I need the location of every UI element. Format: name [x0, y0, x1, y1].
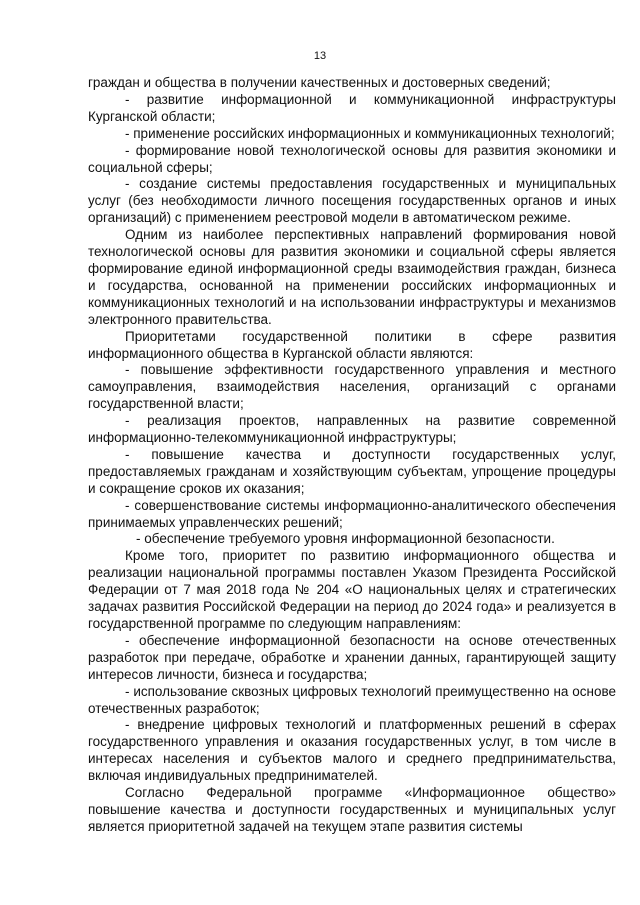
paragraph: граждан и общества в получении качественных и достоверных сведений; [88, 75, 551, 90]
list-item: - обеспечение требуемого уровня информационной безопасности. [136, 531, 555, 547]
list-item: - обеспечение информационной безопасности на основе отечественных разработок при передаче, обработке и хранении данных, гарантирующей защиту интересов личности, бизнеса и государства; [88, 632, 616, 682]
paragraph: Одним из наиболее перспективных направлений формирования новой технологической основы для развития экономики и социальной сферы является формирование единой информационной среды взаимодействия граждан, бизнеса и государства, основанной на применении российских информационных и коммуникационных технологий и на использовании инфраструктуры и механизмов электронного правительства. [88, 227, 616, 327]
paragraph: Приоритетами государственной политики в сфере развития информационного общества в Курганской области являются: [88, 328, 616, 361]
page-number: 13 [313, 50, 327, 62]
list-item: - развитие информационной и коммуникационной инфраструктуры Курганской области; [88, 91, 616, 124]
list-item: - создание системы предоставления государственных и муниципальных услуг (без необходимости личного посещения государственных органов и иных организаций) с применением реестровой модели в автоматическом режиме. [88, 176, 616, 226]
document-body [88, 75, 616, 836]
list-item: - совершенствование системы информационно-аналитического обеспечения принимаемых управленческих решений; [88, 497, 616, 530]
list-item: - повышение качества и доступности государственных услуг, предоставляемых гражданам и хозяйствующим субъектам, упрощение процедуры и сокращение сроков их оказания; [88, 446, 616, 496]
list-item: - реализация проектов, направленных на развитие современной информационно-телекоммуникационной инфраструктуры; [88, 413, 616, 446]
list-item: - внедрение цифровых технологий и платформенных решений в сферах государственного управления и оказания государственных услуг, в том числе в интересах населения и субъектов малого и среднего предпринимательства, включая индивидуальных предпринимателей. [88, 717, 616, 784]
list-item: - формирование новой технологической основы для развития экономики и социальной сферы; [88, 142, 616, 175]
list-item: - повышение эффективности государственного управления и местного самоуправления, взаимодействия населения, организаций с органами государственной власти; [88, 362, 616, 412]
list-item: - применение российских информационных и коммуникационных технологий; [125, 125, 615, 141]
paragraph: Согласно Федеральной программе «Информационное общество» повышение качества и доступности государственных и муниципальных услуг является приоритетной задачей на текущем этапе развития системы [88, 785, 616, 834]
list-item: - использование сквозных цифровых технологий преимущественно на основе отечественных разработок; [88, 683, 616, 716]
paragraph: Кроме того, приоритет по развитию информационного общества и реализации национальной программы поставлен Указом Президента Российской Федерации от 7 мая 2018 года № 204 «О национальных целях и стратегических задачах развития Российской Федерации на период до 2024 года» и реализуется в государственной программе по следующим направлениям: [88, 548, 616, 631]
